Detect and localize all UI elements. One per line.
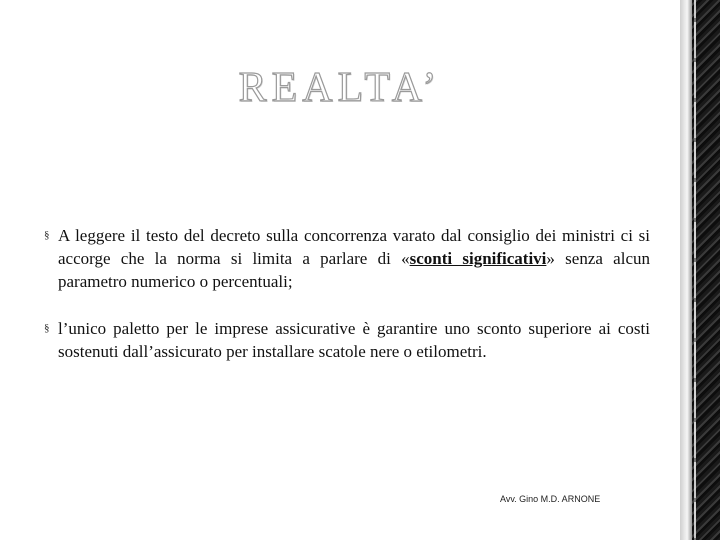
author-signature: Avv. Gino M.D. ARNONE: [500, 494, 601, 504]
bullet-item: [44, 224, 650, 293]
bullet-item: [44, 317, 650, 363]
bullet-text: [58, 317, 650, 363]
slide-title: REALTA’: [238, 65, 442, 111]
bullet-text-before: l’unico paletto per le imprese assicurative è garantire uno sconto superiore ai costi sostenuti dall’assicurato per installare scatole nere o etilometri.: [58, 319, 650, 361]
bullet-text: [58, 224, 650, 293]
bullet-text-emphasis: sconti significativi: [409, 249, 547, 268]
bullet-list: [44, 224, 650, 387]
bullet-marker-icon: §: [44, 229, 50, 241]
decorative-side-strip: [680, 0, 720, 540]
bullet-text-before: A leggere il testo del decreto sulla concorrenza varato dal consiglio dei ministri ci si accorge che la norma si limita a parlare di «: [58, 226, 650, 268]
bullet-marker-icon: §: [44, 322, 50, 334]
bullet-text-after: » senza alcun parametro numerico o percentuali;: [58, 249, 650, 291]
